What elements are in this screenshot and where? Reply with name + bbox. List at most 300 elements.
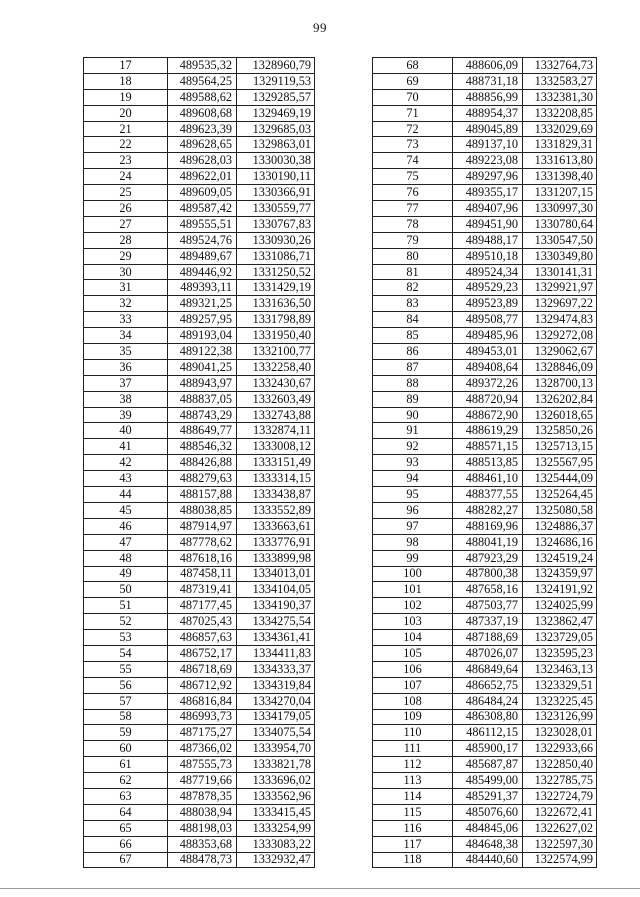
y-coordinate-cell: 1329285,57 bbox=[237, 89, 315, 105]
y-coordinate-cell: 1324191,92 bbox=[523, 582, 597, 598]
point-number-cell: 102 bbox=[373, 598, 453, 614]
table-row bbox=[373, 773, 597, 789]
point-number-cell: 36 bbox=[84, 359, 168, 375]
x-coordinate-cell: 489122,38 bbox=[168, 344, 237, 360]
y-coordinate-cell: 1334333,37 bbox=[237, 661, 315, 677]
y-coordinate-cell: 1334179,05 bbox=[237, 709, 315, 725]
point-number-cell: 113 bbox=[373, 773, 453, 789]
point-number-cell: 25 bbox=[84, 185, 168, 201]
x-coordinate-cell: 489523,89 bbox=[453, 296, 523, 312]
y-coordinate-cell: 1325264,45 bbox=[523, 487, 597, 503]
point-number-cell: 44 bbox=[84, 487, 168, 503]
x-coordinate-cell: 489609,05 bbox=[168, 185, 237, 201]
table-row bbox=[84, 216, 315, 232]
table-row bbox=[373, 804, 597, 820]
x-coordinate-cell: 489297,96 bbox=[453, 169, 523, 185]
point-number-cell: 74 bbox=[373, 153, 453, 169]
point-number-cell: 106 bbox=[373, 661, 453, 677]
table-row bbox=[373, 153, 597, 169]
x-coordinate-cell: 489393,11 bbox=[168, 280, 237, 296]
x-coordinate-cell: 487319,41 bbox=[168, 582, 237, 598]
table-row bbox=[84, 423, 315, 439]
table-row bbox=[373, 709, 597, 725]
y-coordinate-cell: 1330930,26 bbox=[237, 232, 315, 248]
point-number-cell: 28 bbox=[84, 232, 168, 248]
y-coordinate-cell: 1330547,50 bbox=[523, 232, 597, 248]
table-row bbox=[84, 391, 315, 407]
point-number-cell: 107 bbox=[373, 677, 453, 693]
y-coordinate-cell: 1325850,26 bbox=[523, 423, 597, 439]
x-coordinate-cell: 488353,68 bbox=[168, 836, 237, 852]
y-coordinate-cell: 1324519,24 bbox=[523, 550, 597, 566]
point-number-cell: 61 bbox=[84, 757, 168, 773]
x-coordinate-cell: 485076,60 bbox=[453, 804, 523, 820]
y-coordinate-cell: 1322672,41 bbox=[523, 804, 597, 820]
y-coordinate-cell: 1325080,58 bbox=[523, 502, 597, 518]
x-coordinate-cell: 489488,17 bbox=[453, 232, 523, 248]
x-coordinate-cell: 485900,17 bbox=[453, 741, 523, 757]
x-coordinate-cell: 487923,29 bbox=[453, 550, 523, 566]
y-coordinate-cell: 1333438,87 bbox=[237, 487, 315, 503]
x-coordinate-cell: 488169,96 bbox=[453, 518, 523, 534]
y-coordinate-cell: 1330190,11 bbox=[237, 169, 315, 185]
y-coordinate-cell: 1333083,22 bbox=[237, 836, 315, 852]
point-number-cell: 47 bbox=[84, 534, 168, 550]
y-coordinate-cell: 1331950,40 bbox=[237, 328, 315, 344]
x-coordinate-cell: 486308,80 bbox=[453, 709, 523, 725]
x-coordinate-cell: 487778,62 bbox=[168, 534, 237, 550]
table-row bbox=[373, 121, 597, 137]
table-row bbox=[373, 630, 597, 646]
table-row bbox=[373, 359, 597, 375]
y-coordinate-cell: 1334411,83 bbox=[237, 645, 315, 661]
table-row bbox=[84, 518, 315, 534]
point-number-cell: 98 bbox=[373, 534, 453, 550]
x-coordinate-cell: 487337,19 bbox=[453, 614, 523, 630]
x-coordinate-cell: 489535,32 bbox=[168, 58, 237, 74]
table-row bbox=[373, 534, 597, 550]
table-row bbox=[84, 693, 315, 709]
y-coordinate-cell: 1330559,77 bbox=[237, 201, 315, 217]
y-coordinate-cell: 1328960,79 bbox=[237, 58, 315, 74]
x-coordinate-cell: 488478,73 bbox=[168, 852, 237, 868]
point-number-cell: 21 bbox=[84, 121, 168, 137]
point-number-cell: 60 bbox=[84, 741, 168, 757]
point-number-cell: 38 bbox=[84, 391, 168, 407]
table-row bbox=[373, 232, 597, 248]
point-number-cell: 73 bbox=[373, 137, 453, 153]
x-coordinate-cell: 489453,01 bbox=[453, 344, 523, 360]
x-coordinate-cell: 488038,94 bbox=[168, 804, 237, 820]
x-coordinate-cell: 488672,90 bbox=[453, 407, 523, 423]
point-number-cell: 114 bbox=[373, 788, 453, 804]
table-row bbox=[373, 836, 597, 852]
table-row bbox=[84, 137, 315, 153]
point-number-cell: 69 bbox=[373, 73, 453, 89]
y-coordinate-cell: 1331250,52 bbox=[237, 264, 315, 280]
table-row bbox=[84, 328, 315, 344]
x-coordinate-cell: 488606,09 bbox=[453, 58, 523, 74]
point-number-cell: 24 bbox=[84, 169, 168, 185]
point-number-cell: 93 bbox=[373, 455, 453, 471]
point-number-cell: 85 bbox=[373, 328, 453, 344]
x-coordinate-cell: 488954,37 bbox=[453, 105, 523, 121]
y-coordinate-cell: 1329062,67 bbox=[523, 344, 597, 360]
table-row bbox=[373, 105, 597, 121]
table-row bbox=[373, 296, 597, 312]
y-coordinate-cell: 1333899,98 bbox=[237, 550, 315, 566]
table-row bbox=[373, 169, 597, 185]
coordinates-table-left bbox=[83, 57, 315, 868]
point-number-cell: 90 bbox=[373, 407, 453, 423]
point-number-cell: 96 bbox=[373, 502, 453, 518]
point-number-cell: 105 bbox=[373, 645, 453, 661]
x-coordinate-cell: 487177,45 bbox=[168, 598, 237, 614]
y-coordinate-cell: 1332932,47 bbox=[237, 852, 315, 868]
x-coordinate-cell: 488743,29 bbox=[168, 407, 237, 423]
point-number-cell: 76 bbox=[373, 185, 453, 201]
x-coordinate-cell: 487618,16 bbox=[168, 550, 237, 566]
x-coordinate-cell: 489623,39 bbox=[168, 121, 237, 137]
table-row bbox=[84, 757, 315, 773]
point-number-cell: 116 bbox=[373, 820, 453, 836]
point-number-cell: 112 bbox=[373, 757, 453, 773]
point-number-cell: 29 bbox=[84, 248, 168, 264]
x-coordinate-cell: 486484,24 bbox=[453, 693, 523, 709]
table-row bbox=[373, 852, 597, 868]
y-coordinate-cell: 1325444,09 bbox=[523, 471, 597, 487]
point-number-cell: 80 bbox=[373, 248, 453, 264]
table-row bbox=[84, 820, 315, 836]
point-number-cell: 57 bbox=[84, 693, 168, 709]
y-coordinate-cell: 1322597,30 bbox=[523, 836, 597, 852]
x-coordinate-cell: 486857,63 bbox=[168, 630, 237, 646]
table-row bbox=[84, 566, 315, 582]
table-row bbox=[84, 121, 315, 137]
table-row bbox=[84, 58, 315, 74]
point-number-cell: 75 bbox=[373, 169, 453, 185]
table-row bbox=[84, 201, 315, 217]
y-coordinate-cell: 1324686,16 bbox=[523, 534, 597, 550]
y-coordinate-cell: 1333776,91 bbox=[237, 534, 315, 550]
y-coordinate-cell: 1322574,99 bbox=[523, 852, 597, 868]
y-coordinate-cell: 1332764,73 bbox=[523, 58, 597, 74]
y-coordinate-cell: 1334270,04 bbox=[237, 693, 315, 709]
table-row bbox=[373, 693, 597, 709]
table-row bbox=[84, 661, 315, 677]
table-row bbox=[373, 73, 597, 89]
y-coordinate-cell: 1326018,65 bbox=[523, 407, 597, 423]
y-coordinate-cell: 1334013,01 bbox=[237, 566, 315, 582]
y-coordinate-cell: 1328846,09 bbox=[523, 359, 597, 375]
y-coordinate-cell: 1329469,19 bbox=[237, 105, 315, 121]
x-coordinate-cell: 489407,96 bbox=[453, 201, 523, 217]
point-number-cell: 118 bbox=[373, 852, 453, 868]
table-row bbox=[84, 407, 315, 423]
table-row bbox=[84, 153, 315, 169]
table-row bbox=[373, 820, 597, 836]
point-number-cell: 103 bbox=[373, 614, 453, 630]
table-row bbox=[84, 471, 315, 487]
x-coordinate-cell: 488157,88 bbox=[168, 487, 237, 503]
x-coordinate-cell: 489041,25 bbox=[168, 359, 237, 375]
x-coordinate-cell: 488619,29 bbox=[453, 423, 523, 439]
point-number-cell: 99 bbox=[373, 550, 453, 566]
y-coordinate-cell: 1323595,23 bbox=[523, 645, 597, 661]
y-coordinate-cell: 1332258,40 bbox=[237, 359, 315, 375]
point-number-cell: 48 bbox=[84, 550, 168, 566]
y-coordinate-cell: 1325713,15 bbox=[523, 439, 597, 455]
table-row bbox=[373, 344, 597, 360]
table-row bbox=[84, 677, 315, 693]
x-coordinate-cell: 486849,64 bbox=[453, 661, 523, 677]
y-coordinate-cell: 1323126,99 bbox=[523, 709, 597, 725]
x-coordinate-cell: 485687,87 bbox=[453, 757, 523, 773]
table-row bbox=[373, 439, 597, 455]
table-row bbox=[84, 645, 315, 661]
x-coordinate-cell: 488513,85 bbox=[453, 455, 523, 471]
point-number-cell: 101 bbox=[373, 582, 453, 598]
x-coordinate-cell: 486112,15 bbox=[453, 725, 523, 741]
x-coordinate-cell: 486712,92 bbox=[168, 677, 237, 693]
x-coordinate-cell: 488731,18 bbox=[453, 73, 523, 89]
y-coordinate-cell: 1333954,70 bbox=[237, 741, 315, 757]
table-row bbox=[373, 645, 597, 661]
x-coordinate-cell: 488041,19 bbox=[453, 534, 523, 550]
y-coordinate-cell: 1323463,13 bbox=[523, 661, 597, 677]
point-number-cell: 89 bbox=[373, 391, 453, 407]
point-number-cell: 31 bbox=[84, 280, 168, 296]
table-row bbox=[84, 582, 315, 598]
point-number-cell: 30 bbox=[84, 264, 168, 280]
table-row bbox=[84, 455, 315, 471]
y-coordinate-cell: 1331398,40 bbox=[523, 169, 597, 185]
y-coordinate-cell: 1329863,01 bbox=[237, 137, 315, 153]
point-number-cell: 26 bbox=[84, 201, 168, 217]
y-coordinate-cell: 1330780,64 bbox=[523, 216, 597, 232]
y-coordinate-cell: 1331613,80 bbox=[523, 153, 597, 169]
table-row bbox=[373, 741, 597, 757]
point-number-cell: 110 bbox=[373, 725, 453, 741]
x-coordinate-cell: 488856,99 bbox=[453, 89, 523, 105]
x-coordinate-cell: 488198,03 bbox=[168, 820, 237, 836]
y-coordinate-cell: 1333562,96 bbox=[237, 788, 315, 804]
y-coordinate-cell: 1324359,97 bbox=[523, 566, 597, 582]
point-number-cell: 91 bbox=[373, 423, 453, 439]
table-row bbox=[84, 312, 315, 328]
table-row bbox=[373, 502, 597, 518]
x-coordinate-cell: 489451,90 bbox=[453, 216, 523, 232]
point-number-cell: 52 bbox=[84, 614, 168, 630]
x-coordinate-cell: 489193,04 bbox=[168, 328, 237, 344]
point-number-cell: 79 bbox=[373, 232, 453, 248]
table-row bbox=[84, 534, 315, 550]
point-number-cell: 53 bbox=[84, 630, 168, 646]
x-coordinate-cell: 487188,69 bbox=[453, 630, 523, 646]
point-number-cell: 17 bbox=[84, 58, 168, 74]
x-coordinate-cell: 488837,05 bbox=[168, 391, 237, 407]
point-number-cell: 27 bbox=[84, 216, 168, 232]
point-number-cell: 23 bbox=[84, 153, 168, 169]
table-row bbox=[84, 73, 315, 89]
table-row bbox=[84, 614, 315, 630]
table-row bbox=[373, 566, 597, 582]
coordinates-table-right bbox=[372, 57, 597, 868]
point-number-cell: 104 bbox=[373, 630, 453, 646]
x-coordinate-cell: 489408,64 bbox=[453, 359, 523, 375]
x-coordinate-cell: 489622,01 bbox=[168, 169, 237, 185]
x-coordinate-cell: 487658,16 bbox=[453, 582, 523, 598]
point-number-cell: 37 bbox=[84, 375, 168, 391]
x-coordinate-cell: 488279,63 bbox=[168, 471, 237, 487]
table-row bbox=[84, 280, 315, 296]
x-coordinate-cell: 488720,94 bbox=[453, 391, 523, 407]
x-coordinate-cell: 487719,66 bbox=[168, 773, 237, 789]
point-number-cell: 94 bbox=[373, 471, 453, 487]
x-coordinate-cell: 489628,65 bbox=[168, 137, 237, 153]
point-number-cell: 43 bbox=[84, 471, 168, 487]
y-coordinate-cell: 1331207,15 bbox=[523, 185, 597, 201]
point-number-cell: 32 bbox=[84, 296, 168, 312]
x-coordinate-cell: 489587,42 bbox=[168, 201, 237, 217]
page-bottom-rule bbox=[0, 888, 640, 889]
x-coordinate-cell: 489628,03 bbox=[168, 153, 237, 169]
table-row bbox=[84, 439, 315, 455]
y-coordinate-cell: 1330767,83 bbox=[237, 216, 315, 232]
table-row bbox=[84, 185, 315, 201]
table-row bbox=[373, 89, 597, 105]
table-row bbox=[84, 550, 315, 566]
table-row bbox=[373, 137, 597, 153]
table-row bbox=[373, 614, 597, 630]
table-row bbox=[84, 598, 315, 614]
point-number-cell: 62 bbox=[84, 773, 168, 789]
x-coordinate-cell: 487458,11 bbox=[168, 566, 237, 582]
y-coordinate-cell: 1333008,12 bbox=[237, 439, 315, 455]
table-row bbox=[373, 407, 597, 423]
point-number-cell: 49 bbox=[84, 566, 168, 582]
y-coordinate-cell: 1324025,99 bbox=[523, 598, 597, 614]
point-number-cell: 40 bbox=[84, 423, 168, 439]
x-coordinate-cell: 486752,17 bbox=[168, 645, 237, 661]
x-coordinate-cell: 489564,25 bbox=[168, 73, 237, 89]
x-coordinate-cell: 484440,60 bbox=[453, 852, 523, 868]
x-coordinate-cell: 487503,77 bbox=[453, 598, 523, 614]
table-row bbox=[373, 328, 597, 344]
table-row bbox=[373, 264, 597, 280]
table-row bbox=[373, 661, 597, 677]
table-row bbox=[373, 582, 597, 598]
point-number-cell: 83 bbox=[373, 296, 453, 312]
table-row bbox=[84, 709, 315, 725]
x-coordinate-cell: 489489,67 bbox=[168, 248, 237, 264]
table-row bbox=[84, 836, 315, 852]
y-coordinate-cell: 1334361,41 bbox=[237, 630, 315, 646]
point-number-cell: 86 bbox=[373, 344, 453, 360]
x-coordinate-cell: 489524,34 bbox=[453, 264, 523, 280]
x-coordinate-cell: 489608,68 bbox=[168, 105, 237, 121]
y-coordinate-cell: 1333696,02 bbox=[237, 773, 315, 789]
x-coordinate-cell: 489555,51 bbox=[168, 216, 237, 232]
x-coordinate-cell: 489355,17 bbox=[453, 185, 523, 201]
y-coordinate-cell: 1334190,37 bbox=[237, 598, 315, 614]
x-coordinate-cell: 488461,10 bbox=[453, 471, 523, 487]
table-row bbox=[373, 185, 597, 201]
point-number-cell: 58 bbox=[84, 709, 168, 725]
x-coordinate-cell: 486652,75 bbox=[453, 677, 523, 693]
table-row bbox=[373, 375, 597, 391]
x-coordinate-cell: 487555,73 bbox=[168, 757, 237, 773]
y-coordinate-cell: 1333415,45 bbox=[237, 804, 315, 820]
y-coordinate-cell: 1332430,67 bbox=[237, 375, 315, 391]
point-number-cell: 19 bbox=[84, 89, 168, 105]
y-coordinate-cell: 1323862,47 bbox=[523, 614, 597, 630]
y-coordinate-cell: 1333663,61 bbox=[237, 518, 315, 534]
point-number-cell: 71 bbox=[373, 105, 453, 121]
y-coordinate-cell: 1330141,31 bbox=[523, 264, 597, 280]
x-coordinate-cell: 486993,73 bbox=[168, 709, 237, 725]
point-number-cell: 33 bbox=[84, 312, 168, 328]
x-coordinate-cell: 485291,37 bbox=[453, 788, 523, 804]
y-coordinate-cell: 1322933,66 bbox=[523, 741, 597, 757]
x-coordinate-cell: 489257,95 bbox=[168, 312, 237, 328]
table-row bbox=[84, 105, 315, 121]
y-coordinate-cell: 1330030,38 bbox=[237, 153, 315, 169]
table-row bbox=[373, 518, 597, 534]
table-row bbox=[373, 677, 597, 693]
x-coordinate-cell: 485499,00 bbox=[453, 773, 523, 789]
point-number-cell: 92 bbox=[373, 439, 453, 455]
x-coordinate-cell: 487025,43 bbox=[168, 614, 237, 630]
x-coordinate-cell: 489045,89 bbox=[453, 121, 523, 137]
point-number-cell: 68 bbox=[373, 58, 453, 74]
table-row bbox=[373, 280, 597, 296]
y-coordinate-cell: 1323729,05 bbox=[523, 630, 597, 646]
point-number-cell: 35 bbox=[84, 344, 168, 360]
x-coordinate-cell: 489588,62 bbox=[168, 89, 237, 105]
y-coordinate-cell: 1333552,89 bbox=[237, 502, 315, 518]
point-number-cell: 70 bbox=[373, 89, 453, 105]
x-coordinate-cell: 487026,07 bbox=[453, 645, 523, 661]
x-coordinate-cell: 488038,85 bbox=[168, 502, 237, 518]
x-coordinate-cell: 488649,77 bbox=[168, 423, 237, 439]
y-coordinate-cell: 1333314,15 bbox=[237, 471, 315, 487]
point-number-cell: 65 bbox=[84, 820, 168, 836]
x-coordinate-cell: 486816,84 bbox=[168, 693, 237, 709]
table-row bbox=[84, 487, 315, 503]
y-coordinate-cell: 1332100,77 bbox=[237, 344, 315, 360]
table-row bbox=[84, 169, 315, 185]
y-coordinate-cell: 1329119,53 bbox=[237, 73, 315, 89]
y-coordinate-cell: 1332874,11 bbox=[237, 423, 315, 439]
x-coordinate-cell: 489510,18 bbox=[453, 248, 523, 264]
point-number-cell: 54 bbox=[84, 645, 168, 661]
y-coordinate-cell: 1331636,50 bbox=[237, 296, 315, 312]
y-coordinate-cell: 1323225,45 bbox=[523, 693, 597, 709]
table-row bbox=[373, 550, 597, 566]
point-number-cell: 100 bbox=[373, 566, 453, 582]
y-coordinate-cell: 1329272,08 bbox=[523, 328, 597, 344]
x-coordinate-cell: 487914,97 bbox=[168, 518, 237, 534]
table-row bbox=[373, 201, 597, 217]
point-number-cell: 64 bbox=[84, 804, 168, 820]
point-number-cell: 88 bbox=[373, 375, 453, 391]
x-coordinate-cell: 487800,38 bbox=[453, 566, 523, 582]
page-number: 99 bbox=[313, 20, 327, 35]
point-number-cell: 108 bbox=[373, 693, 453, 709]
x-coordinate-cell: 488377,55 bbox=[453, 487, 523, 503]
y-coordinate-cell: 1322724,79 bbox=[523, 788, 597, 804]
